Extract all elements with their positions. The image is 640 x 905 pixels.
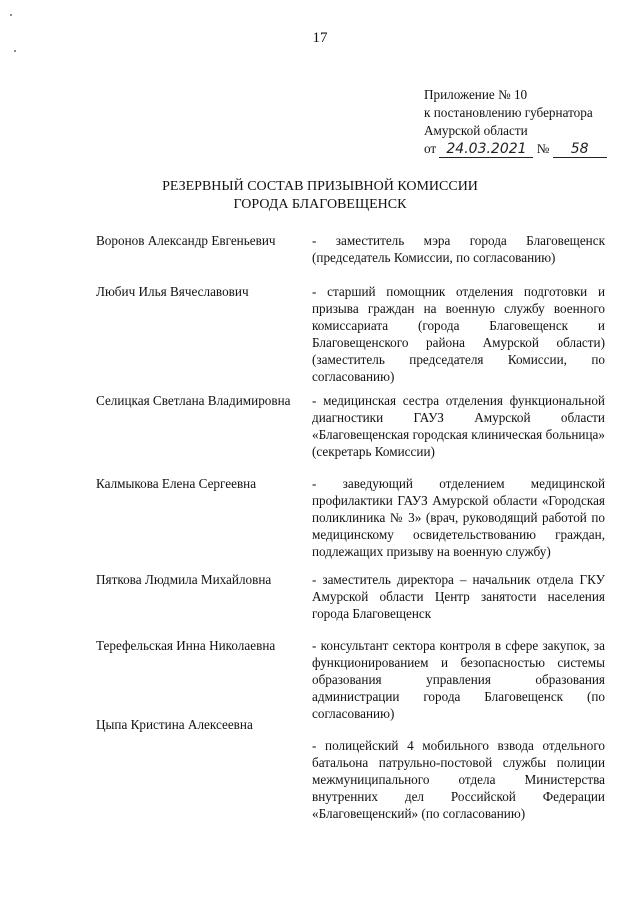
member-role: - заместитель мэра города Благовещенск (председатель Комиссии, по согласованию)	[312, 233, 605, 265]
scan-speck	[14, 50, 16, 52]
title-line: ГОРОДА БЛАГОВЕЩЕНСК	[233, 197, 407, 212]
member-name: Воронов Александр Евгеньевич	[96, 233, 276, 248]
handwritten-date: 24.03.2021	[439, 142, 533, 158]
member-name: Селицкая Светлана Владимировна	[96, 393, 291, 408]
appendix-date-line	[424, 140, 607, 158]
member-name: Калмыкова Елена Сергеевна	[96, 476, 257, 491]
document-title	[0, 178, 640, 214]
appendix-line: к постановлению губернатора	[424, 105, 593, 120]
member-role: - заведующий отделением медицинской профилактики ГАУЗ Амурской области «Городская поликлиника № 3» (врач, руководящий работой по медицинскому освидетельствованию граждан, подлежащих призыву на военную службу)	[312, 476, 605, 559]
member-name: Любич Илья Вячеславович	[96, 284, 249, 299]
appendix-line: Амурской области	[424, 123, 528, 138]
date-prefix: от	[424, 141, 437, 156]
member-role: - медицинская сестра отделения функциональной диагностики ГАУЗ Амурской области «Благовещенская городская клиническая больница» (секретарь Комиссии)	[312, 393, 605, 459]
member-role: - полицейский 4 мобильного взвода отдельного батальона патрульно-постовой службы полиции межмуниципального отдела Министерства внутренних дел Российской Федерации «Благовещенский» (по согласованию)	[312, 738, 605, 821]
appendix-line: Приложение № 10	[424, 87, 528, 102]
member-role: - консультант сектора контроля в сфере закупок, за функционированием и безопасностью системы образования управления образования администрации города Благовещенск (по согласованию)	[312, 638, 605, 721]
number-prefix: №	[536, 141, 550, 156]
scan-speck	[10, 14, 12, 16]
member-name: Цыпа Кристина Алексеевна	[96, 717, 253, 732]
member-name: Пяткова Людмила Михайловна	[96, 572, 272, 587]
member-role: - старший помощник отделения подготовки и призыва граждан на военную службу военного комиссариата (города Благовещенск и Благовещенского района Амурской области) (заместитель председателя Комиссии, по согласованию)	[312, 284, 605, 384]
handwritten-number: 58	[553, 142, 607, 158]
member-role: - заместитель директора – начальник отдела ГКУ Амурской области Центр занятости населения города Благовещенск	[312, 572, 605, 621]
member-name: Терефельская Инна Николаевна	[96, 638, 276, 653]
page-number: 17	[312, 30, 328, 46]
title-line: РЕЗЕРВНЫЙ СОСТАВ ПРИЗЫВНОЙ КОМИССИИ	[162, 179, 478, 194]
appendix-block	[424, 86, 607, 158]
